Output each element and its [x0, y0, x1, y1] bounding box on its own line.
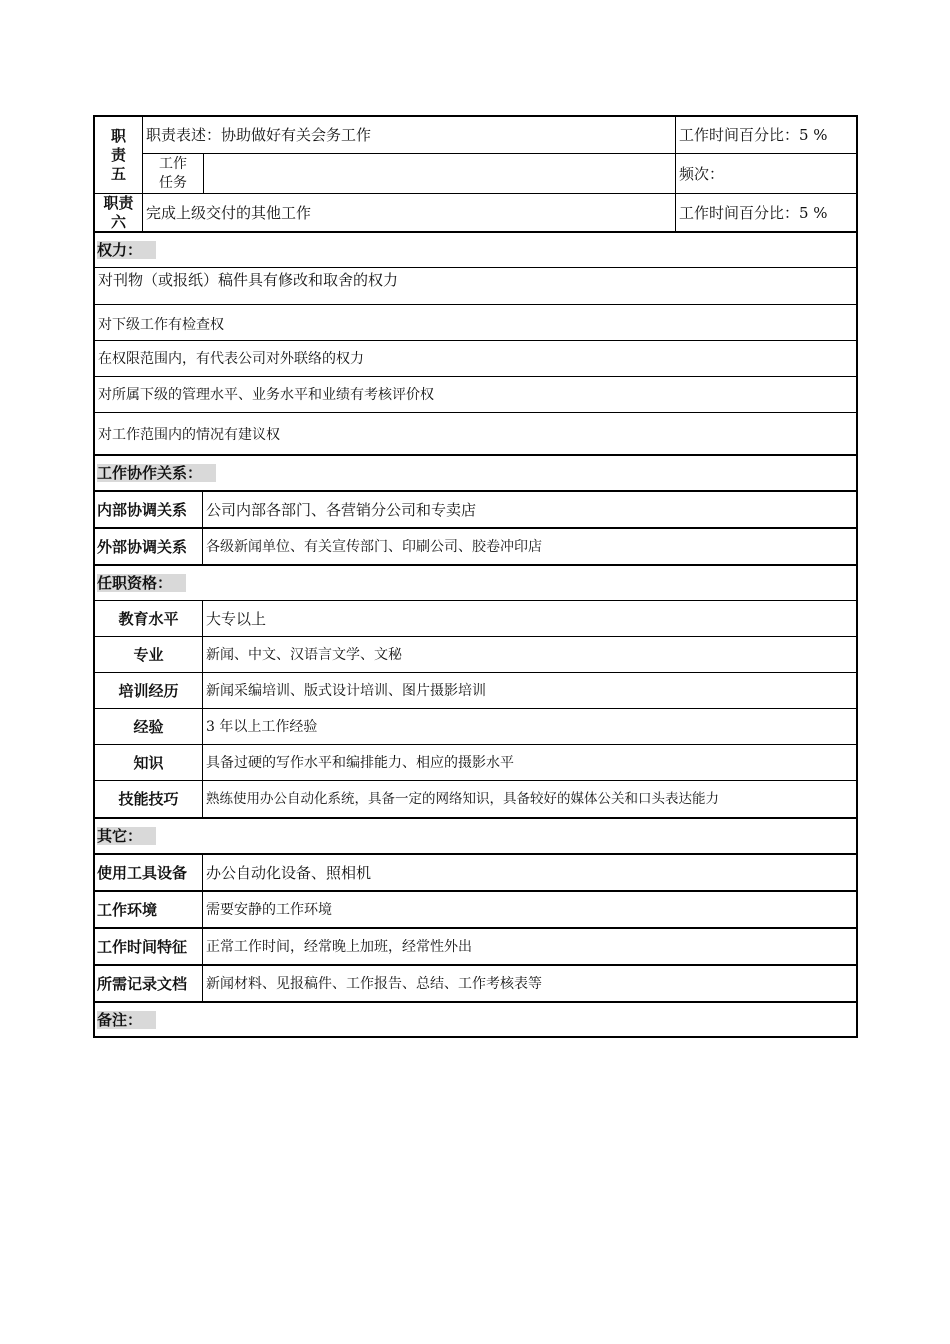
qualification-value: 新闻采编培训、版式设计培训、图片摄影培训 [202, 673, 856, 708]
job-description-table [93, 115, 858, 1038]
qualification-value: 3 年以上工作经验 [202, 709, 856, 744]
qualification-label: 教育水平 [118, 609, 179, 628]
other-label: 工作时间特征 [97, 937, 188, 956]
other-value: 正常工作时间，经常晚上加班，经常性外出 [202, 929, 856, 964]
qualifications-header: 任职资格： [97, 574, 186, 592]
power-item: 对下级工作有检查权 [95, 304, 856, 340]
qualification-row [95, 708, 856, 744]
power-item: 在权限范围内，有代表公司对外联络的权力 [95, 340, 856, 376]
qualification-label: 技能技巧 [118, 790, 179, 808]
qualification-row [95, 636, 856, 672]
power-item: 对所属下级的管理水平、业务水平和业绩有考核评价权 [95, 376, 856, 412]
remarks-header: 备注： [97, 1011, 156, 1029]
qualification-row [95, 600, 856, 636]
other-row [95, 964, 856, 1001]
qualification-value: 具备过硬的写作水平和编排能力、相应的摄影水平 [202, 745, 856, 780]
qualification-value: 大专以上 [202, 601, 856, 636]
other-value: 办公自动化设备、照相机 [202, 855, 856, 890]
other-row [95, 927, 856, 964]
relation-value: 各级新闻单位、有关宣传部门、印刷公司、胶卷冲印店 [202, 529, 856, 564]
power-item: 对刊物（或报纸）稿件具有修改和取舍的权力 [95, 267, 856, 304]
qualification-label: 经验 [133, 717, 164, 736]
duty6-label: 职责 六 [103, 193, 134, 231]
relation-row [95, 490, 856, 527]
powers-header: 权力： [97, 241, 156, 259]
other-header: 其它： [97, 827, 156, 845]
duty6-row [95, 193, 856, 231]
powers-block [93, 231, 858, 454]
other-label: 所需记录文档 [97, 974, 188, 993]
other-value: 新闻材料、见报稿件、工作报告、总结、工作考核表等 [202, 966, 856, 1001]
duty5-description: 职责表述：协助做好有关会务工作 [146, 126, 372, 144]
other-label: 工作环境 [97, 900, 158, 919]
remarks-block [93, 1001, 858, 1038]
qualification-label: 知识 [133, 753, 164, 772]
qualification-row [95, 744, 856, 780]
qualification-row [95, 780, 856, 817]
qualification-label: 培训经历 [118, 681, 179, 700]
other-row [95, 853, 856, 890]
relation-label: 外部协调关系 [97, 537, 188, 556]
relation-value: 公司内部各部门、各营销分公司和专卖店 [202, 492, 856, 527]
other-row [95, 890, 856, 927]
relation-row [95, 527, 856, 564]
duty5-task-label: 工作 任务 [159, 155, 187, 191]
relation-label: 内部协调关系 [97, 500, 188, 519]
other-label: 使用工具设备 [97, 863, 188, 882]
relations-header: 工作协作关系： [97, 464, 216, 482]
duty5-row [95, 117, 856, 193]
other-block [93, 817, 858, 1001]
qualification-value: 新闻、中文、汉语言文学、文秘 [202, 637, 856, 672]
duties-block [93, 115, 858, 231]
other-value: 需要安静的工作环境 [202, 892, 856, 927]
duty6-description: 完成上级交付的其他工作 [142, 194, 675, 231]
qualification-row [95, 672, 856, 708]
duty5-label: 职 责 五 [110, 126, 126, 183]
qualification-label: 专业 [133, 645, 164, 664]
duty6-time-percent: 工作时间百分比：5 % [675, 194, 856, 231]
relations-block [93, 454, 858, 564]
duty5-task-value [203, 154, 675, 193]
duty5-time-percent: 工作时间百分比：5 % [675, 117, 856, 153]
qualification-value: 熟练使用办公自动化系统，具备一定的网络知识，具备较好的媒体公关和口头表达能力 [202, 781, 856, 817]
qualifications-block [93, 564, 858, 817]
power-item: 对工作范围内的情况有建议权 [95, 412, 856, 454]
duty5-frequency: 频次： [675, 154, 856, 193]
